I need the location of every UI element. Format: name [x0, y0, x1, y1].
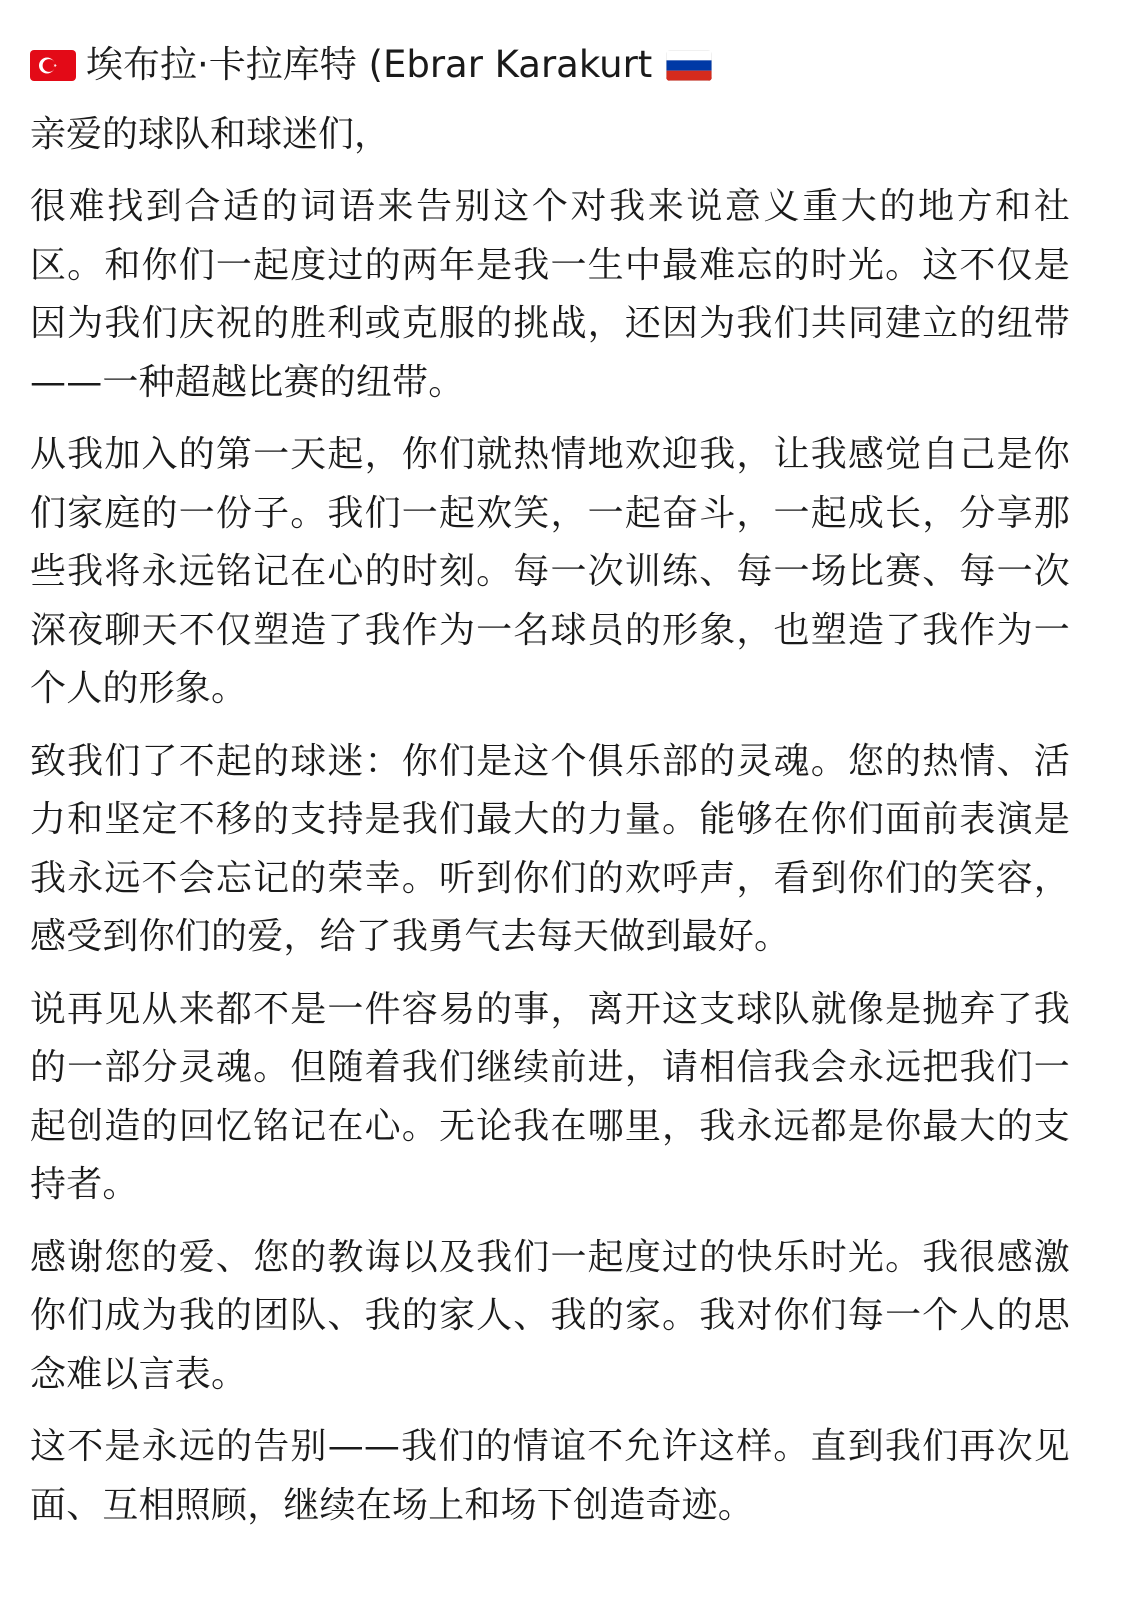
author-name[interactable]: 埃布拉·卡拉库特 (Ebrar Karakurt: [86, 43, 653, 86]
turkey-flag-icon: [30, 50, 76, 81]
paragraph-5: 感谢您的爱、您的教诲以及我们一起度过的快乐时光。我很感激你们成为我的团队、我的家人、我的家。我对你们每一个人的思念难以言表。: [30, 1236, 1070, 1395]
paragraph-1: 很难找到合适的词语来告别这个对我来说意义重大的地方和社区。和你们一起度过的两年是我一生中最难忘的时光。这不仅是因为我们庆祝的胜利或克服的挑战，还因为我们共同建立的纽带——一种超越比赛的纽带。: [30, 186, 1070, 403]
paragraph-6: 这不是永远的告别——我们的情谊不允许这样。直到我们再次见面、互相照顾，继续在场上和场下创造奇迹。: [30, 1426, 1070, 1526]
paragraph-3: 致我们了不起的球迷：你们是这个俱乐部的灵魂。您的热情、活力和坚定不移的支持是我们最大的力量。能够在你们面前表演是我永远不会忘记的荣幸。听到你们的欢呼声，看到你们的笑容，感受到你们的爱，给了我勇气去每天做到最好。: [30, 740, 1070, 957]
salutation: 亲爱的球队和球迷们，: [30, 114, 391, 155]
post-header: [30, 34, 1070, 96]
paragraph-2: 从我加入的第一天起，你们就热情地欢迎我，让我感觉自己是你们家庭的一份子。我们一起欢笑，一起奋斗，一起成长，分享那些我将永远铭记在心的时刻。每一次训练、每一场比赛、每一次深夜聊天不仅塑造了我作为一名球员的形象，也塑造了我作为一个人的形象。: [30, 434, 1070, 709]
russia-flag-icon: [666, 50, 712, 81]
paragraph-4: 说再见从来都不是一件容易的事，离开这支球队就像是抛弃了我的一部分灵魂。但随着我们继续前进，请相信我会永远把我们一起创造的回忆铭记在心。无论我在哪里，我永远都是你最大的支持者。: [30, 988, 1070, 1205]
post-body: [30, 34, 1070, 1535]
